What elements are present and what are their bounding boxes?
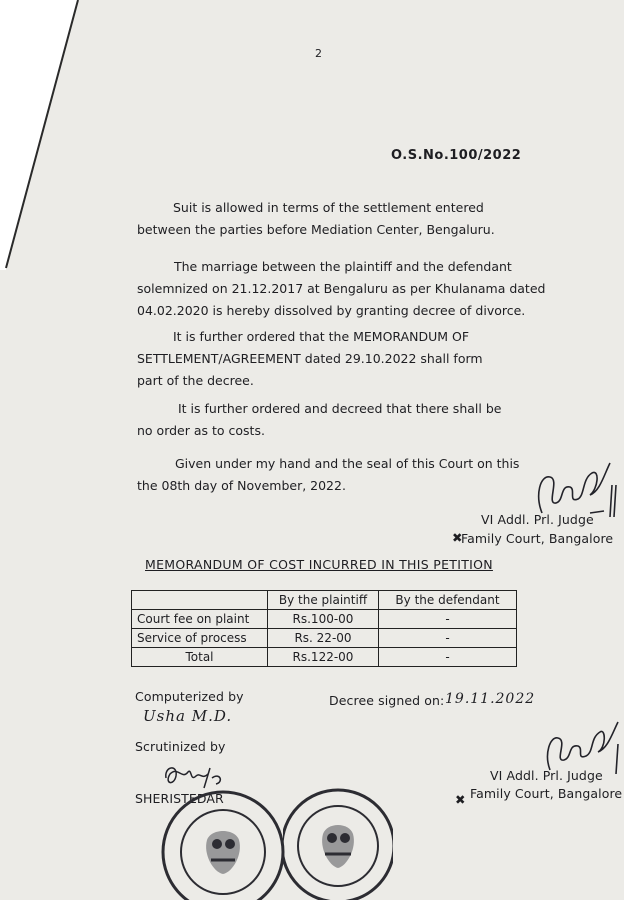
paragraph-costs xyxy=(137,398,501,442)
sheristedar-label: SHERISTEDAR xyxy=(135,791,224,806)
computerized-by-name: Usha M.D. xyxy=(143,707,233,725)
paragraph-given-under-hand xyxy=(137,453,519,497)
table-cell: Rs.122-00 xyxy=(268,648,379,667)
paragraph-suit-allowed xyxy=(137,197,495,241)
table-header-cell: By the plaintiff xyxy=(268,591,379,610)
table-header-row xyxy=(132,591,517,610)
table-cell: - xyxy=(379,610,517,629)
decree-signed-date: 19.11.2022 xyxy=(445,691,536,707)
signatory-court-1: Family Court, Bangalore xyxy=(461,531,614,546)
memorandum-title: MEMORANDUM OF COST INCURRED IN THIS PETITION xyxy=(145,557,493,572)
computerized-by-label: Computerized by xyxy=(135,689,244,704)
text-line: no order as to costs. xyxy=(137,423,265,438)
case-number: O.S.No.100/2022 xyxy=(391,148,522,163)
table-header-cell xyxy=(132,591,268,610)
table-cell: Total xyxy=(132,648,268,667)
signatory-designation-1: VI Addl. Prl. Judge xyxy=(481,512,594,527)
decree-signed-label: Decree signed on: xyxy=(329,693,445,708)
text-line: Suit is allowed in terms of the settlement entered xyxy=(173,200,484,215)
table-cell: - xyxy=(379,648,517,667)
text-line: It is further ordered and decreed that there shall be xyxy=(178,401,502,416)
text-line: the 08th day of November, 2022. xyxy=(137,478,346,493)
tick-mark: ✖ xyxy=(455,792,466,807)
text-line: between the parties before Mediation Center, Bengaluru. xyxy=(137,222,495,237)
court-seal-right xyxy=(283,770,393,900)
text-line: It is further ordered that the MEMORANDUM OF xyxy=(173,329,470,344)
court-seal-left xyxy=(155,780,285,900)
text-line: SETTLEMENT/AGREEMENT dated 29.10.2022 shall form xyxy=(137,351,483,366)
page-edge-shadow xyxy=(0,0,80,280)
scrutinized-by-label: Scrutinized by xyxy=(135,739,226,754)
text-line: solemnized on 21.12.2017 at Bengaluru as per Khulanama dated xyxy=(137,281,546,296)
cost-table xyxy=(131,590,517,667)
text-line: The marriage between the plaintiff and the defendant xyxy=(174,259,512,274)
table-cell: Service of process xyxy=(132,629,268,648)
text-line: 04.02.2020 is hereby dissolved by granting decree of divorce. xyxy=(137,303,526,318)
paragraph-marriage-dissolved xyxy=(137,256,545,322)
table-row xyxy=(132,648,517,667)
table-cell: Court fee on plaint xyxy=(132,610,268,629)
table-row xyxy=(132,629,517,648)
paragraph-memorandum-settlement xyxy=(137,326,483,392)
text-line: Given under my hand and the seal of this Court on this xyxy=(175,456,520,471)
table-cell: Rs.100-00 xyxy=(268,610,379,629)
table-row xyxy=(132,610,517,629)
signatory-court-2: Family Court, Bangalore xyxy=(470,786,623,801)
page-number: 2 xyxy=(315,47,323,60)
signatory-designation-2: VI Addl. Prl. Judge xyxy=(490,768,603,783)
tick-mark: ✖ xyxy=(452,530,463,545)
text-line: part of the decree. xyxy=(137,373,254,388)
table-header-cell: By the defendant xyxy=(379,591,517,610)
table-cell: Rs. 22-00 xyxy=(268,629,379,648)
table-cell: - xyxy=(379,629,517,648)
